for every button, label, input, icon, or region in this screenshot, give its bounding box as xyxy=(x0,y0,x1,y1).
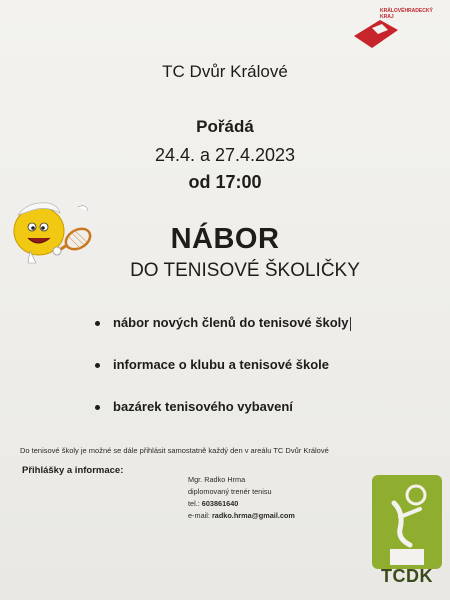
bullet-text: nábor nových členů do tenisové školy xyxy=(113,315,349,330)
list-item xyxy=(95,315,351,331)
list-item xyxy=(95,399,351,415)
event-dates: 24.4. a 27.4.2023 xyxy=(154,145,296,165)
contact-block xyxy=(188,474,295,522)
region-logo xyxy=(352,8,433,48)
event-time: od 17:00 xyxy=(188,172,262,192)
organizes-label: Pořádá xyxy=(196,117,254,136)
subheadline: DO TENISOVÉ ŠKOLIČKY xyxy=(130,260,360,281)
signup-label: Přihlášky a informace: xyxy=(22,465,124,476)
bullet-text: informace o klubu a tenisové škole xyxy=(113,357,330,372)
phone-value: 603861640 xyxy=(201,499,239,508)
contact-name: Mgr. Radko Hrma xyxy=(188,475,246,484)
contact-role: diplomovaný trenér tenisu xyxy=(188,487,272,496)
bullet-text: bazárek tenisového vybavení xyxy=(113,399,293,414)
email-label: e-mail: xyxy=(188,511,210,520)
contact-email-row xyxy=(188,510,295,522)
contact-phone-row xyxy=(188,498,295,510)
list-item xyxy=(95,357,351,373)
club-name: TC Dvůr Králové xyxy=(162,62,288,81)
region-logo-text: KRÁLOVÉHRADECKÝ KRAJ xyxy=(380,8,433,20)
tcdk-logo-text: TCDK xyxy=(381,566,433,586)
email-value: radko.hrma@gmail.com xyxy=(211,511,295,520)
region-logo-icon xyxy=(352,18,400,50)
text-cursor xyxy=(350,317,351,331)
registration-note: Do tenisové školy je možné se dále přihlásit samostatně každý den v areálu TC Dvůr Králové xyxy=(20,446,329,455)
bullet-list xyxy=(95,315,351,441)
tcdk-logo xyxy=(370,473,444,593)
headline: NÁBOR xyxy=(170,223,280,255)
tcdk-emblem-icon xyxy=(370,473,444,573)
phone-label: tel.: xyxy=(188,499,200,508)
